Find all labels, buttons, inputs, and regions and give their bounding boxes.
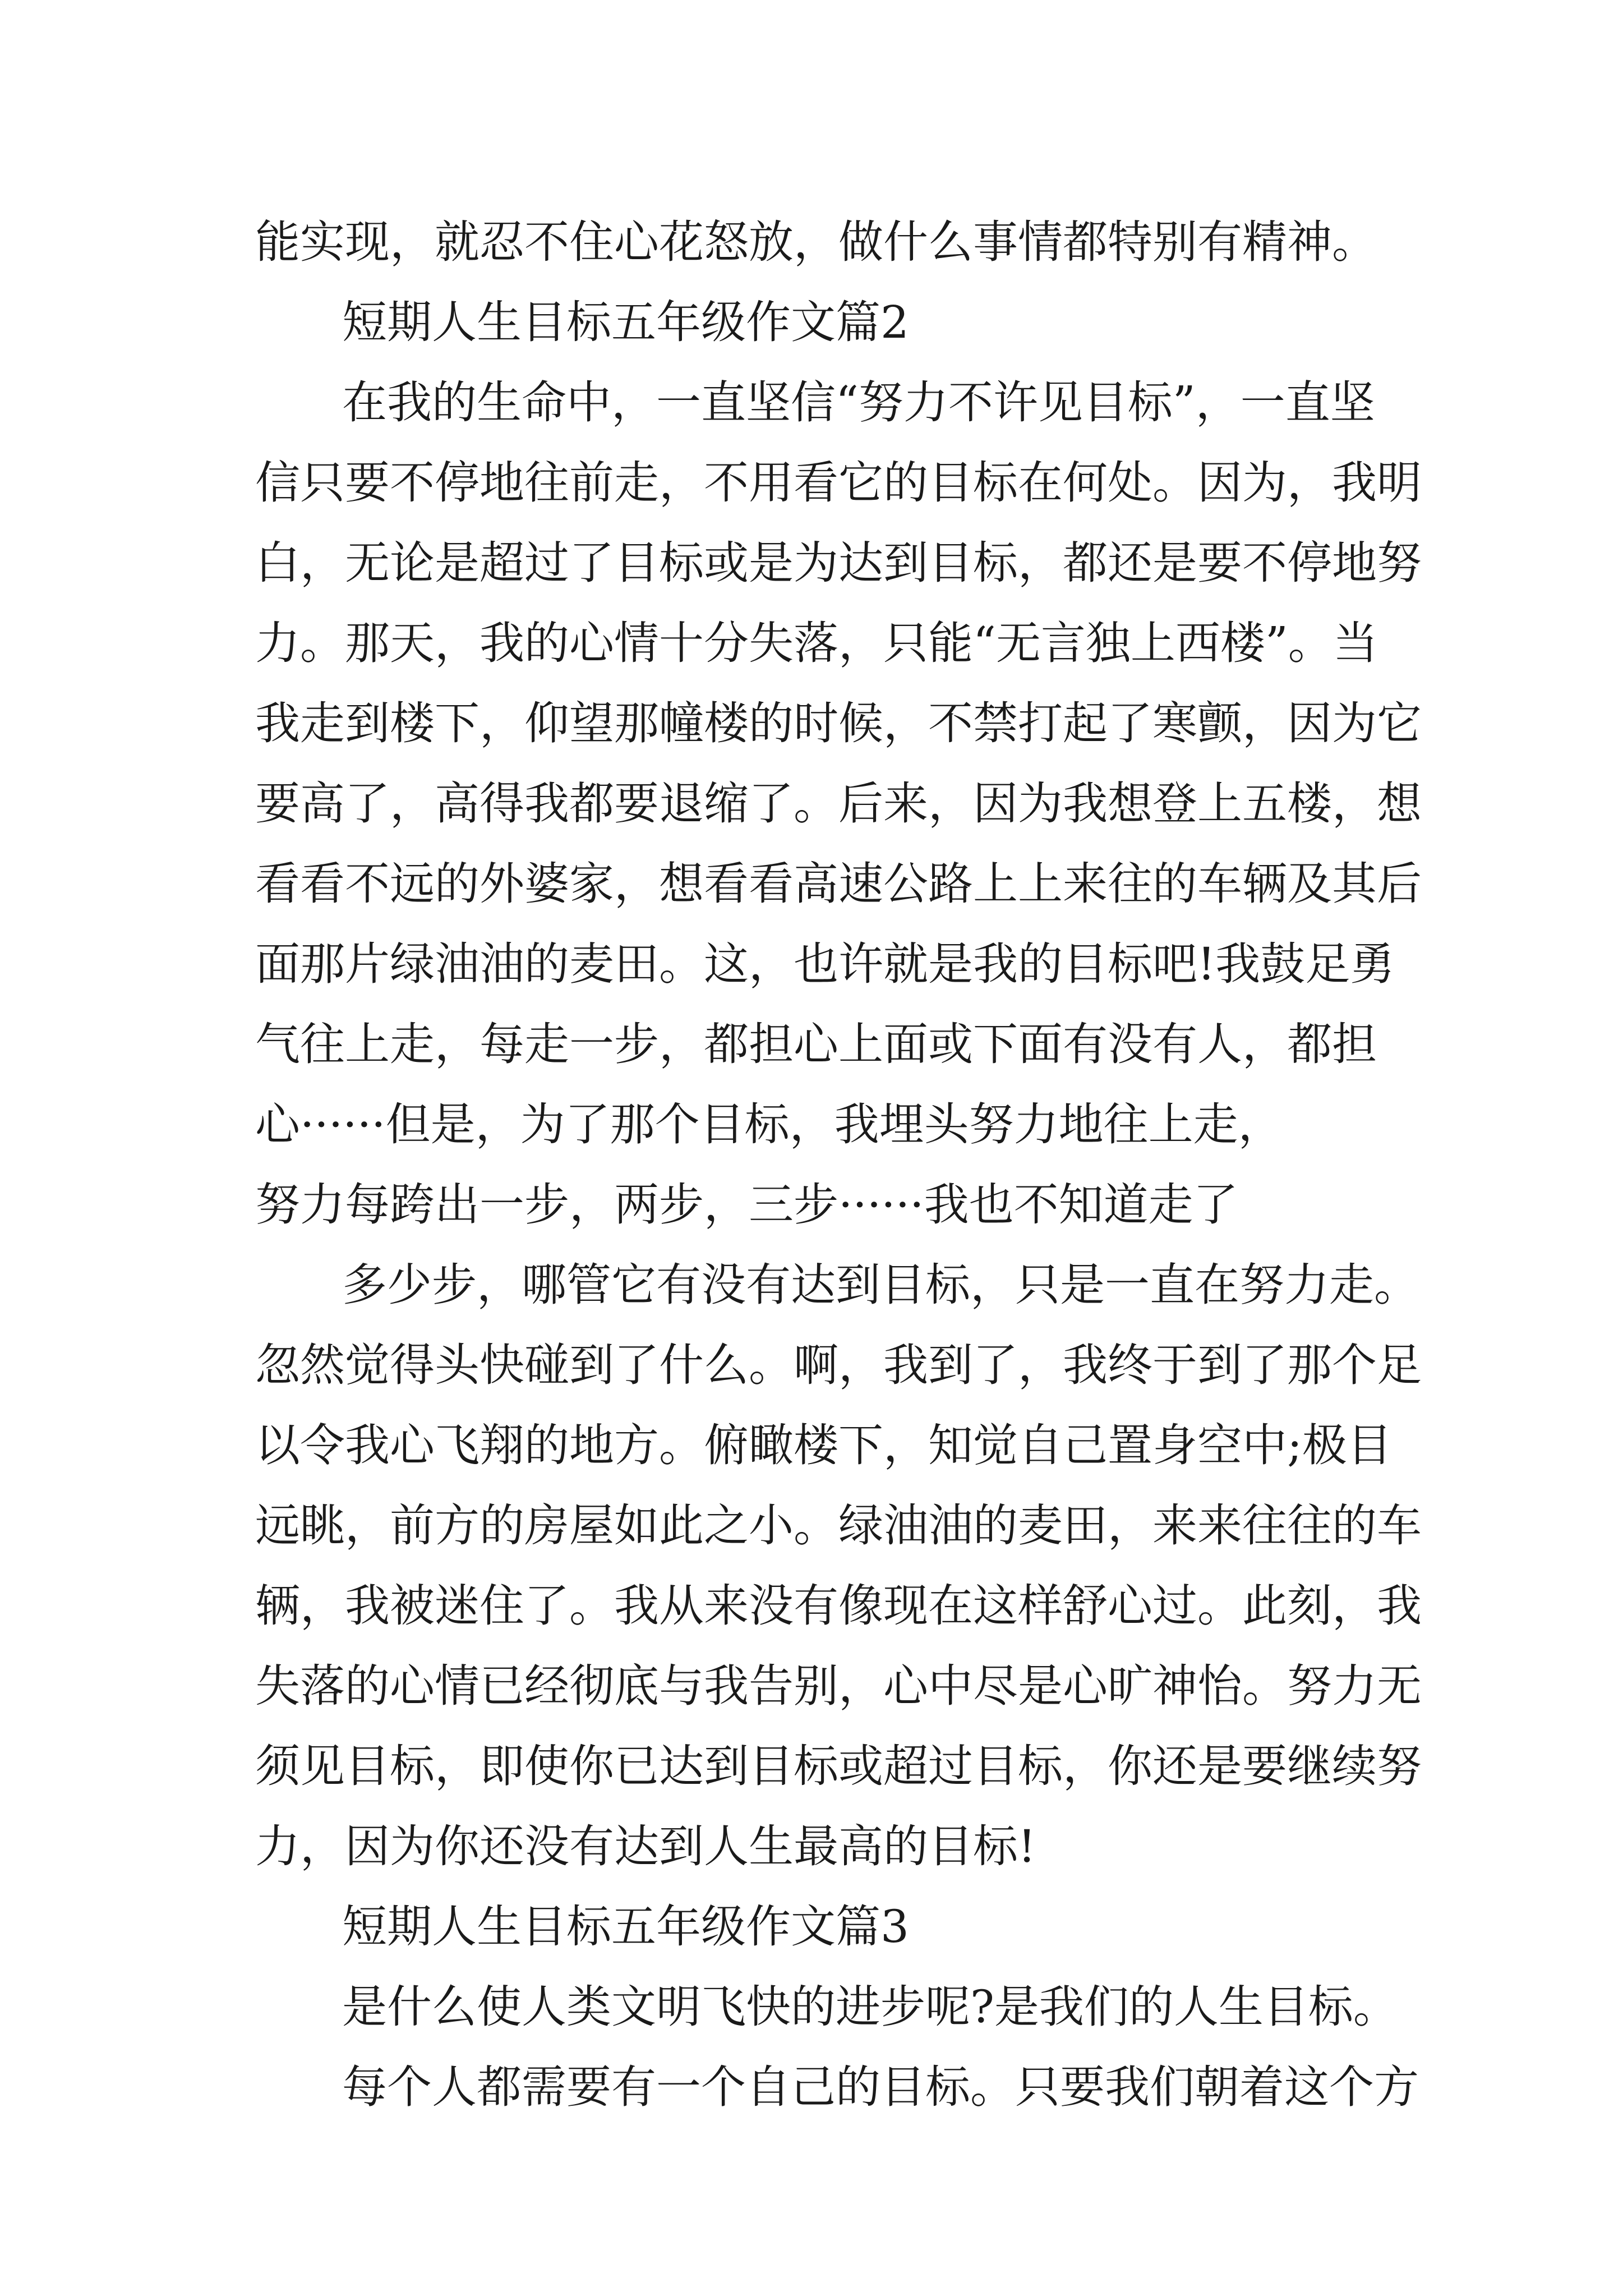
text-line: 能实现，就忍不住心花怒放，做什么事情都特别有精神。	[255, 216, 1377, 268]
text-line: 远眺，前方的房屋如此之小。绿油油的麦田，来来往往的车	[255, 1499, 1422, 1552]
section-heading: 短期人生目标五年级作文篇3	[342, 1901, 909, 1953]
paragraph-first-line: 多少步，哪管它有没有达到目标，只是一直在努力走。	[342, 1259, 1419, 1311]
text-line: 力。那天，我的心情十分失落，只能“无言独上西楼”。当	[255, 617, 1378, 669]
section-heading: 短期人生目标五年级作文篇2	[342, 296, 909, 348]
text-line: 气往上走，每走一步，都担心上面或下面有没有人，都担	[255, 1018, 1377, 1070]
text-line: 白，无论是超过了目标或是为达到目标，都还是要不停地努	[255, 537, 1422, 589]
text-line: 忽然觉得头快碰到了什么。啊，我到了，我终于到了那个足	[255, 1339, 1422, 1391]
paragraph-first-line: 是什么使人类文明飞快的进步呢?是我们的人生目标。	[342, 1981, 1398, 2033]
text-line: 努力每跨出一步，两步，三步······我也不知道走了	[255, 1179, 1238, 1231]
text-line: 要高了，高得我都要退缩了。后来，因为我想登上五楼，想	[255, 777, 1422, 830]
text-line: 以令我心飞翔的地方。俯瞰楼下，知觉自己置身空中;极目	[255, 1419, 1392, 1471]
text-line: 心······但是，为了那个目标，我埋头努力地往上走，	[255, 1098, 1283, 1151]
paragraph-first-line: 每个人都需要有一个自己的目标。只要我们朝着这个方	[342, 2061, 1419, 2113]
text-line: 我走到楼下，仰望那幢楼的时候，不禁打起了寒颤，因为它	[255, 697, 1422, 749]
essay-text	[255, 202, 1422, 2127]
text-line: 失落的心情已经彻底与我告别，心中尽是心旷神怡。努力无	[255, 1660, 1422, 1712]
text-line: 辆，我被迷住了。我从来没有像现在这样舒心过。此刻，我	[255, 1580, 1422, 1632]
text-line: 看看不远的外婆家，想看看高速公路上上来往的车辆及其后	[255, 858, 1422, 910]
paragraph-first-line: 在我的生命中，一直坚信“努力不许见目标”，一直坚	[342, 376, 1375, 429]
text-line: 面那片绿油油的麦田。这，也许就是我的目标吧!我鼓足勇	[255, 938, 1395, 990]
text-line: 信只要不停地往前走，不用看它的目标在何处。因为，我明	[255, 457, 1422, 509]
text-line: 须见目标，即使你已达到目标或超过目标，你还是要继续努	[255, 1740, 1422, 1792]
text-line: 力，因为你还没有达到人生最高的目标!	[255, 1820, 1036, 1872]
